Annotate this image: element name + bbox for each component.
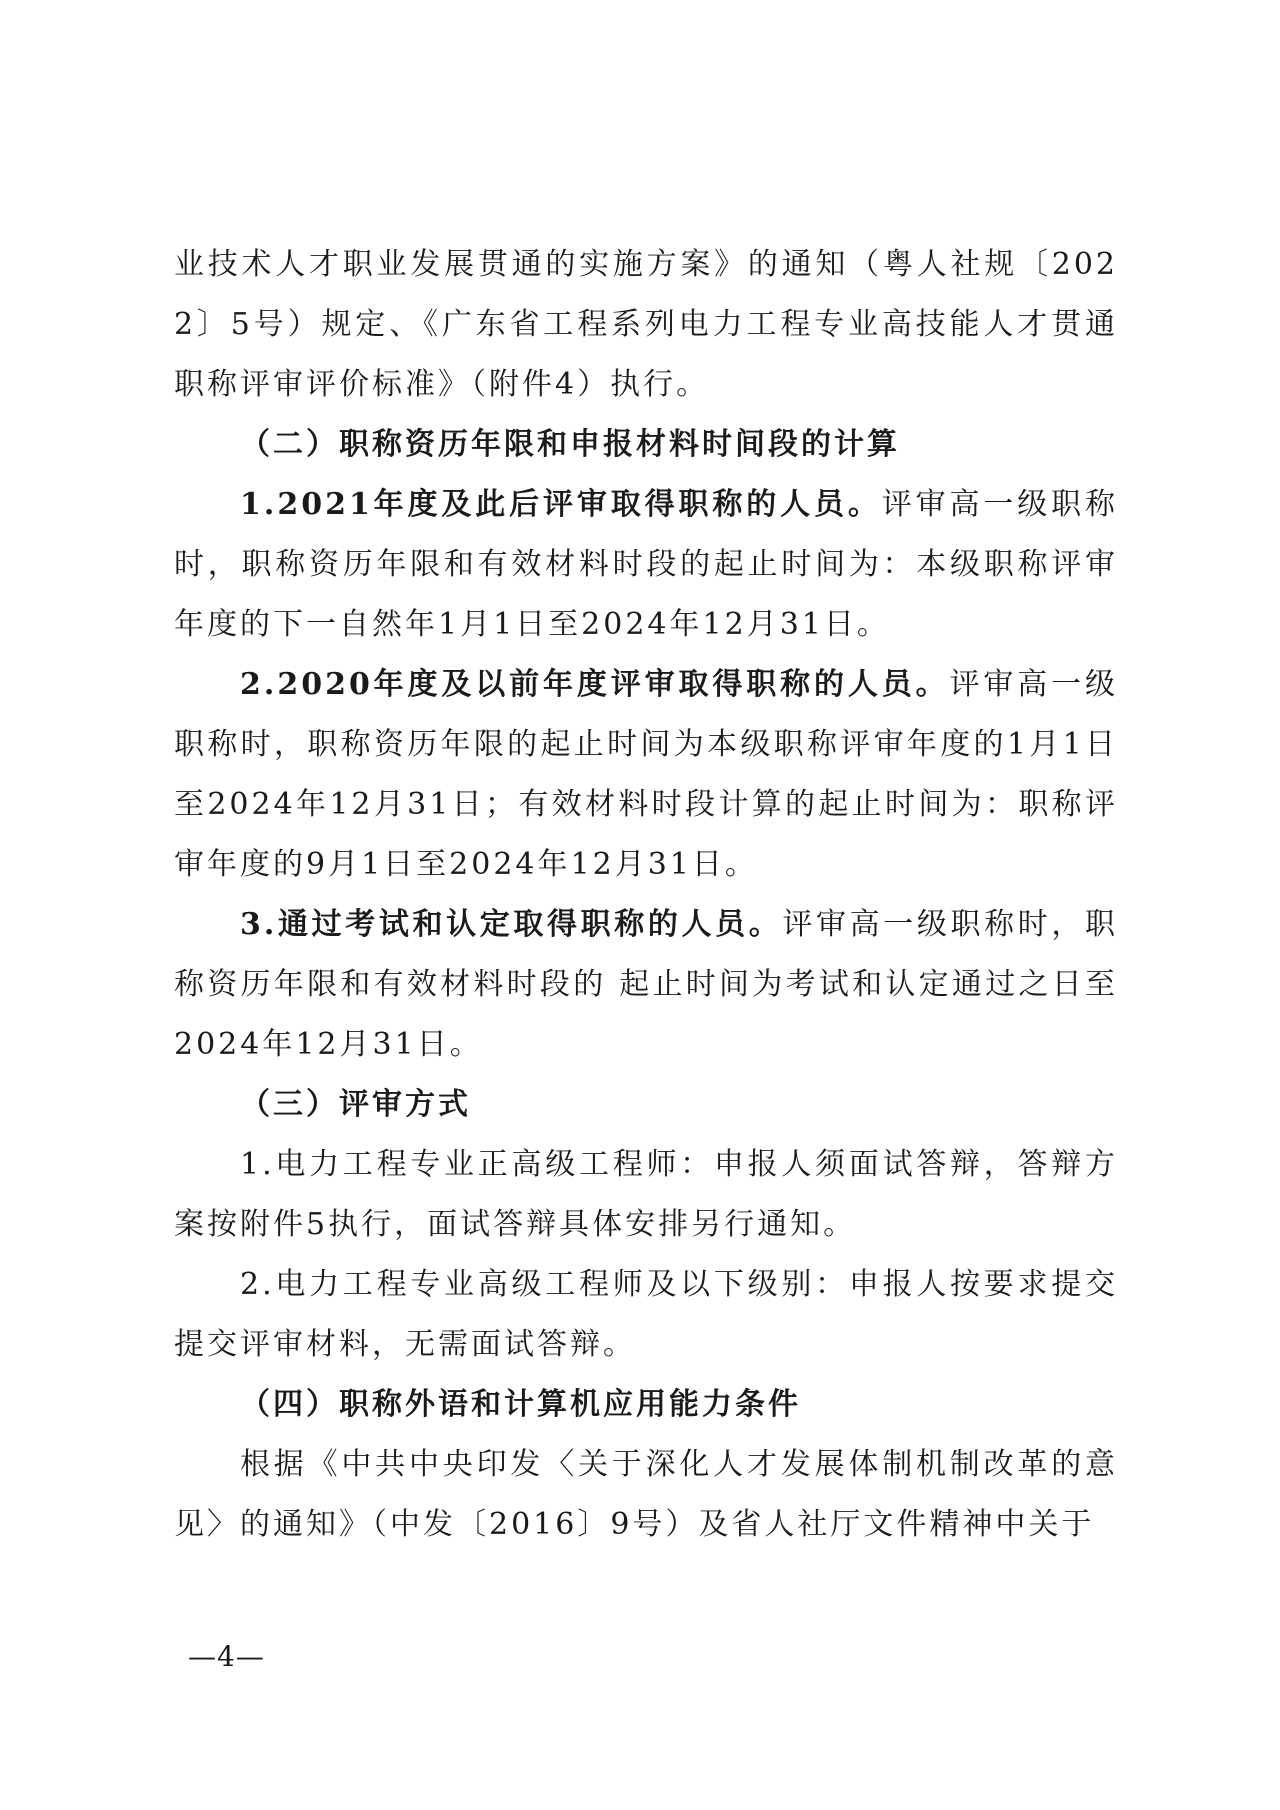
item-2-text: 评审高一级职称时，职称资历年限的起止时间为本级职称评审年度的1月1日至2024年12月31日；有效材料时段计算的起止时间为：职称评审年度的9月1日至2024年12月31日。: [174, 667, 1118, 882]
item-3-lead: 3.通过考试和认定取得职称的人员。: [240, 907, 783, 942]
paragraph-continuation: 业技术人才职业发展贯通的实施方案》的通知（粤人社规〔2022〕5号）规定、《广东省工程系列电力工程专业高技能人才贯通职称评审评价标准》（附件4）执行。: [174, 247, 1118, 402]
item-1-text: 评审高一级职称时，职称资历年限和有效材料时段的起止时间为：本级职称评审年度的下一自然年1月1日至2024年12月31日。: [174, 487, 1118, 642]
item-2-lead: 2.2020年度及以前年度评审取得职称的人员。: [240, 667, 950, 702]
method-1: 1.电力工程专业正高级工程师：申报人须面试答辩，答辩方案按附件5执行，面试答辩具体安排另行通知。: [174, 1147, 1118, 1242]
item-3: [174, 895, 1118, 1075]
method-2: 2.电力工程专业高级工程师及以下级别：申报人按要求提交提交评审材料，无需面试答辩。: [174, 1267, 1118, 1362]
paragraph-basis: 根据《中共中央印发〈关于深化人才发展体制机制改革的意见〉的通知》（中发〔2016〕9号）及省人社厅文件精神中关于: [174, 1447, 1118, 1542]
item-2: [174, 655, 1118, 895]
item-3-text: 评审高一级职称时，职称资历年限和有效材料时段的 起止时间为考试和认定通过之日至2024年12月31日。: [174, 907, 1119, 1062]
item-1-lead: 1.2021年度及此后评审取得职称的人员。: [240, 487, 882, 522]
section-heading-4: （四）职称外语和计算机应用能力条件: [240, 1387, 801, 1422]
document-body: [174, 235, 1118, 1555]
item-1: [174, 475, 1118, 655]
section-heading-2: （二）职称资历年限和申报材料时间段的计算: [240, 427, 900, 462]
page-number: —4—: [188, 1640, 265, 1673]
section-heading-3: （三）评审方式: [240, 1087, 471, 1122]
